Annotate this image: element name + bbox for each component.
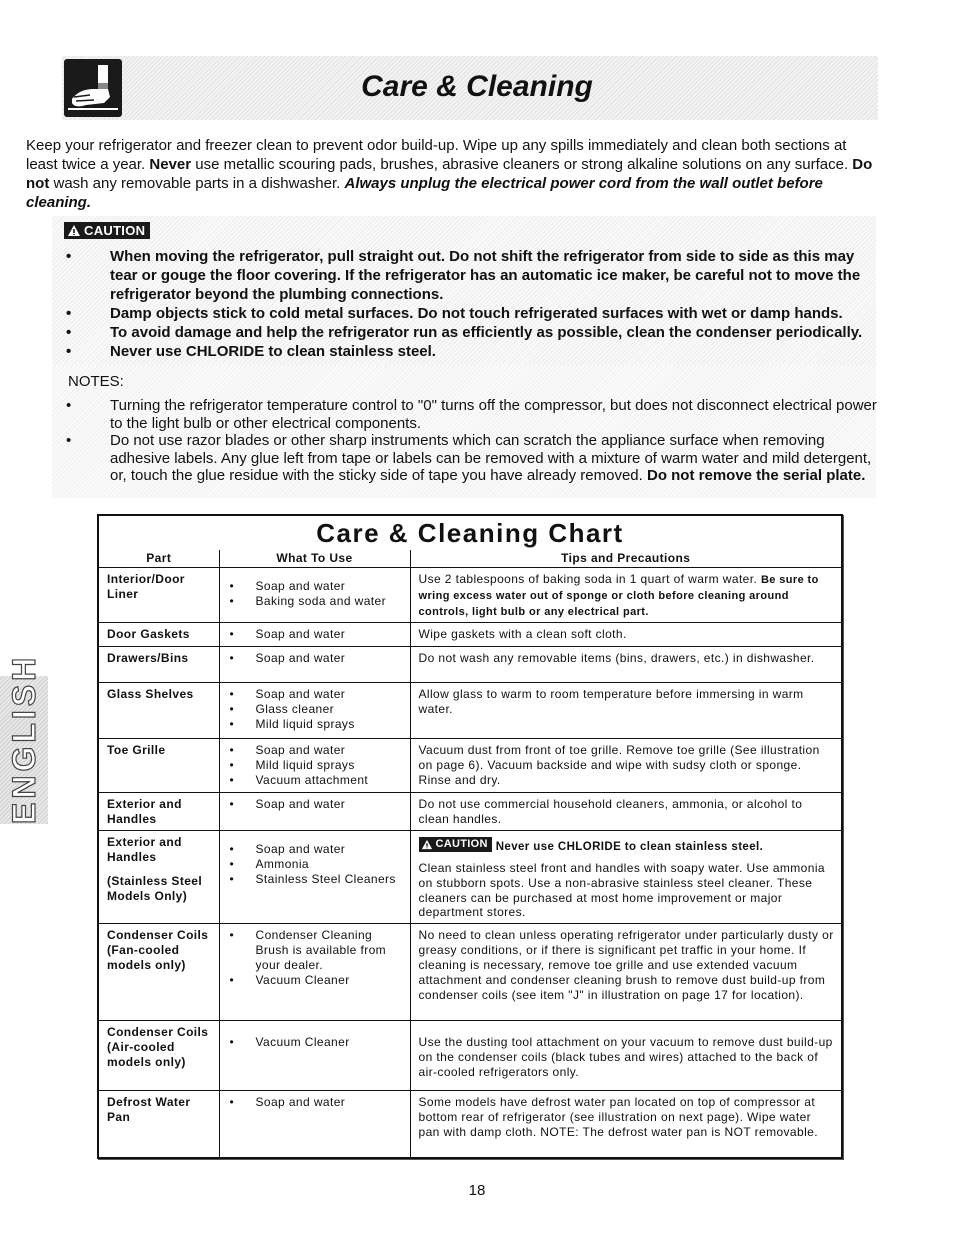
caution-label: CAUTION [435, 838, 488, 851]
part-cell: Exterior and Handles [99, 793, 219, 831]
caution-text: Never use CHLORIDE to clean stainless steel. [495, 841, 764, 854]
tips-cell: Wipe gaskets with a clean soft cloth. [410, 623, 841, 647]
warning-triangle-icon [421, 839, 433, 850]
warning-triangle-icon [67, 224, 81, 237]
use-item: • Vacuum Cleaner [228, 1035, 404, 1050]
table-row [99, 739, 841, 793]
table-header-row [99, 550, 841, 568]
table-row [99, 1021, 841, 1091]
tip-text: Clean stainless steel front and handles with soapy water. Use ammonia on stubborn spots. Use a non-abrasive stainless steel cleaner. These cleaners can be purchased at most home improvement or major department stores. [418, 861, 825, 920]
part-sub: (Stainless Steel Models Only) [107, 873, 203, 903]
part-cell: Toe Grille [99, 739, 219, 793]
table-row [99, 793, 841, 831]
note-2-bold: Do not remove the serial plate. [646, 467, 866, 484]
use-item: • Soap and water [228, 627, 404, 642]
intro-text-2: use metallic scouring pads, brushes, abrasive cleaners or strong alkaline solutions on any surface. [191, 156, 853, 173]
table-row [99, 683, 841, 739]
use-item: • Soap and water [228, 743, 404, 758]
part-cell: Defrost Water Pan [99, 1091, 219, 1159]
stainless-caution [419, 837, 836, 855]
use-item: • Soap and water [228, 651, 404, 666]
tips-cell: Some models have defrost water pan located on top of compressor at bottom rear of refrigerator (see illustration on next page). Wipe water pan with damp cloth. NOTE: The defrost water pan is NOT removable. [410, 1091, 841, 1159]
part-name: Exterior and Handles [107, 835, 182, 865]
table-row [99, 568, 841, 623]
caution-item: • Damp objects stick to cold metal surfaces. Do not touch refrigerated surfaces with wet or damp hands. [58, 304, 878, 323]
care-cleaning-chart [97, 514, 843, 1159]
use-item: • Soap and water [228, 842, 404, 857]
uses-cell [219, 683, 410, 739]
table-row [99, 1091, 841, 1159]
table-row [99, 623, 841, 647]
page-number: 18 [468, 1182, 486, 1199]
use-item: • Soap and water [228, 797, 404, 812]
table-row [99, 831, 841, 924]
note-2-text: Do not use razor blades or other sharp instruments which can scratch the appliance surface when removing adhesive labels. Any glue left from tape or labels can be removed with a mixture of warm water and mild detergent, or, touch the glue residue with the sticky side of tape you have already removed. [110, 432, 872, 484]
intro-paragraph [26, 136, 882, 212]
uses-cell [219, 831, 410, 924]
use-item: • Baking soda and water [228, 594, 404, 609]
tips-cell: Do not use commercial household cleaners, ammonia, or alcohol to clean handles. [410, 793, 841, 831]
uses-cell [219, 1021, 410, 1091]
tip-text: Use 2 tablespoons of baking soda in 1 quart of warm water. [418, 572, 761, 586]
part-cell: Drawers/Bins [99, 647, 219, 683]
tip-text: Use the dusting tool attachment on your vacuum to remove dust build-up on the condenser coils (black tubes and wires) attached to the back of air-cooled refrigerators only. [418, 1035, 833, 1079]
use-item: • Glass cleaner [228, 702, 404, 717]
use-item: • Soap and water [228, 687, 404, 702]
use-item: • Soap and water [228, 1095, 404, 1110]
part-cell: Door Gaskets [99, 623, 219, 647]
use-item: • Vacuum attachment [228, 773, 404, 788]
page-title: Care & Cleaning [361, 70, 593, 103]
chart-table [99, 550, 841, 1159]
uses-cell [219, 924, 410, 1021]
note-item [58, 432, 878, 485]
caution-item: • To avoid damage and help the refrigerator run as efficiently as possible, clean the condenser periodically. [58, 323, 878, 342]
notes-label: NOTES: [68, 373, 124, 390]
tips-cell [410, 831, 841, 924]
table-row [99, 647, 841, 683]
caution-item: • When moving the refrigerator, pull straight out. Do not shift the refrigerator from side to side as this may tear or gouge the floor covering. If the refrigerator has an automatic ice maker, be careful not to move the refrigerator beyond the plumbing connections. [58, 247, 878, 304]
tips-cell: Vacuum dust from front of toe grille. Remove toe grille (See illustration on page 6). Vacuum backside and wipe with sudsy cloth or sponge. Rinse and dry. [410, 739, 841, 793]
part-cell: Condenser Coils (Fan-cooled models only) [99, 924, 219, 1021]
tips-cell [410, 568, 841, 623]
part-cell: Interior/Door Liner [99, 568, 219, 623]
intro-text-3: wash any removable parts in a dishwasher. [49, 175, 345, 192]
column-header-part: Part [99, 550, 219, 568]
caution-list [58, 247, 878, 361]
uses-cell [219, 793, 410, 831]
chart-title: Care & Cleaning Chart [316, 518, 624, 548]
uses-cell [219, 739, 410, 793]
use-item: • Condenser Cleaning Brush is available from your dealer. [228, 928, 404, 972]
tip-bold: Be sure to wring excess water out of sponge or cloth before cleaning around controls, light bulb or any electrical part. [418, 574, 819, 618]
use-item: • Vacuum Cleaner [228, 973, 404, 988]
uses-cell [219, 623, 410, 647]
table-row [99, 924, 841, 1021]
caution-badge-inline [419, 837, 492, 852]
column-header-tips: Tips and Precautions [410, 550, 841, 568]
language-side-tab-label: ENGLISH [6, 653, 42, 824]
intro-do-not: Do not [26, 156, 873, 192]
uses-cell [219, 1091, 410, 1159]
part-cell: Condenser Coils (Air-cooled models only) [99, 1021, 219, 1091]
column-header-what-to-use: What To Use [219, 550, 410, 568]
tips-cell: Do not wash any removable items (bins, drawers, etc.) in dishwasher. [410, 647, 841, 683]
caution-label: CAUTION [84, 223, 146, 238]
tips-cell: Allow glass to warm to room temperature before immersing in warm water. [410, 683, 841, 739]
intro-unplug-warning: Always unplug the electrical power cord from the wall outlet before cleaning. [26, 175, 823, 211]
caution-item: • Never use CHLORIDE to clean stainless steel. [58, 342, 878, 361]
notes-list [58, 397, 878, 485]
use-item: • Mild liquid sprays [228, 758, 404, 773]
use-item: • Stainless Steel Cleaners [228, 872, 404, 887]
uses-cell [219, 647, 410, 683]
uses-cell [219, 568, 410, 623]
use-item: • Soap and water [228, 579, 404, 594]
tips-cell [410, 1021, 841, 1091]
caution-badge [64, 222, 150, 242]
part-cell [99, 831, 219, 924]
intro-never: Never [149, 156, 192, 173]
note-item: • Turning the refrigerator temperature control to "0" turns off the compressor, but does not disconnect electrical power to the light bulb or other electrical components. [58, 397, 878, 432]
use-item: • Mild liquid sprays [228, 717, 404, 732]
tips-cell: No need to clean unless operating refrigerator under particularly dusty or greasy conditions, or if there is significant pet traffic in your home. If cleaning is necessary, remove toe grille and use extended vacuum attachment and condenser cleaning brush to remove dust build-up from condenser coils (see item "J" in illustration on page 17 for location). [410, 924, 841, 1021]
intro-text-1: Keep your refrigerator and freezer clean to prevent odor build-up. Wipe up any spills immediately and clean both sections at least twice a year. [26, 137, 847, 173]
use-item: • Ammonia [228, 857, 404, 872]
part-cell: Glass Shelves [99, 683, 219, 739]
